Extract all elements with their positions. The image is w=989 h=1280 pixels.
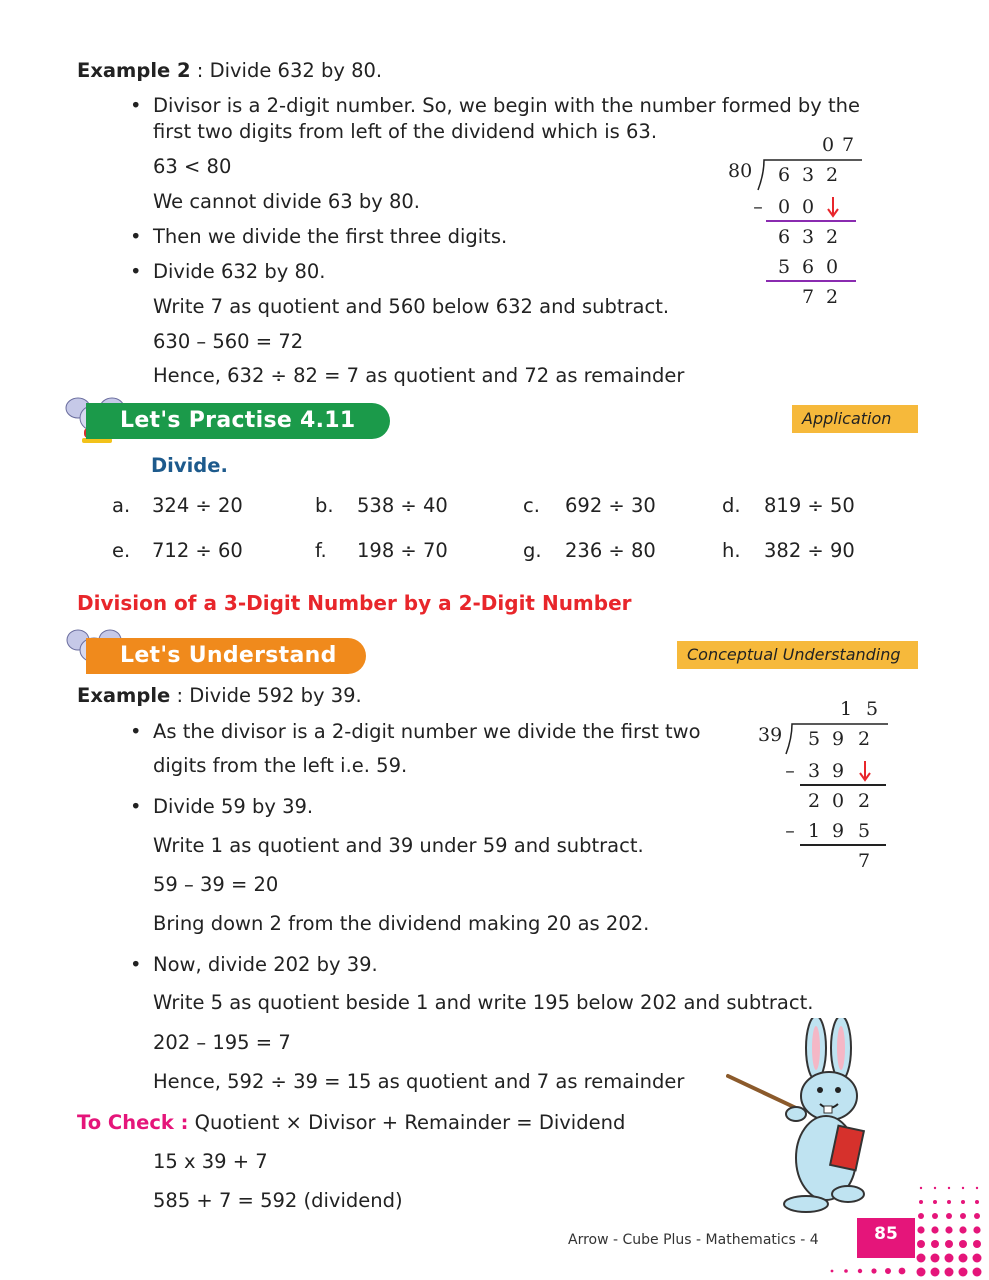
decorative-dots-icon	[915, 1182, 989, 1280]
example-line-1: Write 1 as quotient and 39 under 59 and subtract.	[153, 834, 644, 857]
example2-bullet-2: • Then we divide the first three digits.	[153, 225, 507, 248]
practice-instruction: Divide.	[151, 454, 228, 477]
dividend-digit: 2	[857, 728, 871, 750]
example2-bullet-3: • Divide 632 by 80.	[153, 260, 326, 283]
example2-heading-line	[77, 59, 382, 82]
practice-item-expr: 712 ÷ 60	[152, 539, 243, 562]
practice-tag: Application	[792, 405, 918, 433]
dividend-digit: 3	[801, 164, 815, 186]
bring-down-arrow	[826, 196, 840, 220]
divisor: 80	[728, 160, 753, 182]
quotient-digit: 1	[839, 698, 853, 720]
practice-item-expr: 198 ÷ 70	[357, 539, 448, 562]
understand-tag: Conceptual Understanding	[677, 641, 918, 669]
example-line-6: Hence, 592 ÷ 39 = 15 as quotient and 7 as remainder	[153, 1070, 685, 1093]
example-line-3: Bring down 2 from the dividend making 20 as 202.	[153, 912, 650, 935]
example-bullet-2: • Divide 59 by 39.	[153, 795, 313, 818]
example-line-2: 59 – 39 = 20	[153, 873, 279, 896]
bring-down-arrow	[858, 760, 872, 784]
example-line-4: Write 5 as quotient beside 1 and write 195 below 202 and subtract.	[153, 991, 814, 1014]
practice-item-label: g.	[523, 539, 542, 562]
practice-item-label: b.	[315, 494, 334, 517]
check-line-2: 585 + 7 = 592 (dividend)	[153, 1189, 403, 1212]
subtract-digit: 0	[801, 196, 815, 218]
dividend-digit: 6	[777, 164, 791, 186]
divisor: 39	[758, 724, 783, 746]
practice-item-label: e.	[112, 539, 131, 562]
example2-line-5: Hence, 632 ÷ 82 = 7 as quotient and 72 as remainder	[153, 364, 685, 387]
remainder-digit: 3	[801, 226, 815, 248]
subtract-digit: 9	[831, 820, 845, 842]
quotient-digit: 0	[821, 134, 835, 156]
quotient-digit: 7	[841, 134, 855, 156]
subtract-digit: 1	[807, 820, 821, 842]
remainder-digit: 2	[807, 790, 821, 812]
practice-item-expr: 236 ÷ 80	[565, 539, 656, 562]
subtract-digit: 5	[777, 256, 791, 278]
understand-banner: Let's Understand	[86, 638, 366, 674]
practice-item-expr: 324 ÷ 20	[152, 494, 243, 517]
remainder-digit: 2	[857, 790, 871, 812]
practice-item-expr: 692 ÷ 30	[565, 494, 656, 517]
subtract-digit: 5	[857, 820, 871, 842]
practice-banner: Let's Practise 4.11	[86, 403, 390, 439]
final-remainder-digit: 7	[801, 286, 815, 308]
practice-item-label: d.	[722, 494, 741, 517]
subtract-digit: 6	[801, 256, 815, 278]
minus-sign: –	[753, 196, 763, 218]
final-remainder-digit: 2	[825, 286, 839, 308]
subtract-line	[766, 280, 856, 282]
remainder-digit: 0	[831, 790, 845, 812]
footer-text: Arrow - Cube Plus - Mathematics - 4	[568, 1232, 819, 1248]
example-title: Divide 592 by 39.	[189, 684, 362, 707]
dividend-digit: 5	[807, 728, 821, 750]
practice-item-expr: 538 ÷ 40	[357, 494, 448, 517]
subtract-line	[800, 844, 886, 846]
page-number: 85	[857, 1218, 915, 1258]
remainder-digit: 6	[777, 226, 791, 248]
long-division-632-by-80	[720, 134, 860, 314]
example2-heading: Example 2	[77, 59, 191, 82]
example-heading: Example	[77, 684, 171, 707]
example2-title: Divide 632 by 80.	[209, 59, 383, 82]
example2-bullet-1-line2: first two digits from left of the dividend which is 63.	[153, 120, 658, 143]
remainder-digit: 2	[825, 226, 839, 248]
practice-item-label: a.	[112, 494, 131, 517]
section-title: Division of a 3-Digit Number by a 2-Digit Number	[77, 591, 632, 615]
practice-item-expr: 382 ÷ 90	[764, 539, 855, 562]
check-line	[77, 1111, 625, 1134]
dividend-digit: 2	[825, 164, 839, 186]
check-label: To Check :	[77, 1111, 189, 1134]
practice-item-expr: 819 ÷ 50	[764, 494, 855, 517]
subtract-line	[766, 220, 856, 222]
subtract-digit: 9	[831, 760, 845, 782]
example-sep: :	[170, 684, 190, 707]
example-bullet-3: • Now, divide 202 by 39.	[153, 953, 378, 976]
example2-sep: :	[190, 59, 210, 82]
rabbit-mascot-icon	[726, 1018, 876, 1214]
practice-item-label: f.	[315, 539, 327, 562]
example-bullet-1-line2: digits from the left i.e. 59.	[153, 754, 408, 777]
example2-bullet-1-line1: • Divisor is a 2-digit number. So, we begin with the number formed by the	[153, 94, 860, 117]
example2-line-3: Write 7 as quotient and 560 below 632 and subtract.	[153, 295, 670, 318]
dividend-digit: 9	[831, 728, 845, 750]
example-bullet-1-line1: • As the divisor is a 2-digit number we divide the first two	[153, 720, 701, 743]
example-heading-line	[77, 684, 362, 707]
example2-line-1: 63 < 80	[153, 155, 232, 178]
example-line-5: 202 – 195 = 7	[153, 1031, 291, 1054]
subtract-line	[800, 784, 886, 786]
minus-sign: –	[785, 820, 795, 842]
check-formula: Quotient × Divisor + Remainder = Dividend	[194, 1111, 626, 1134]
subtract-digit: 0	[777, 196, 791, 218]
final-remainder-digit: 7	[857, 850, 871, 872]
quotient-digit: 5	[865, 698, 879, 720]
subtract-digit: 0	[825, 256, 839, 278]
long-division-592-by-39	[756, 698, 896, 878]
minus-sign: –	[785, 760, 795, 782]
decorative-dots-icon	[826, 1262, 916, 1280]
subtract-digit: 3	[807, 760, 821, 782]
check-line-1: 15 x 39 + 7	[153, 1150, 268, 1173]
example2-line-4: 630 – 560 = 72	[153, 330, 304, 353]
example2-line-2: We cannot divide 63 by 80.	[153, 190, 420, 213]
practice-item-label: h.	[722, 539, 741, 562]
practice-item-label: c.	[523, 494, 540, 517]
